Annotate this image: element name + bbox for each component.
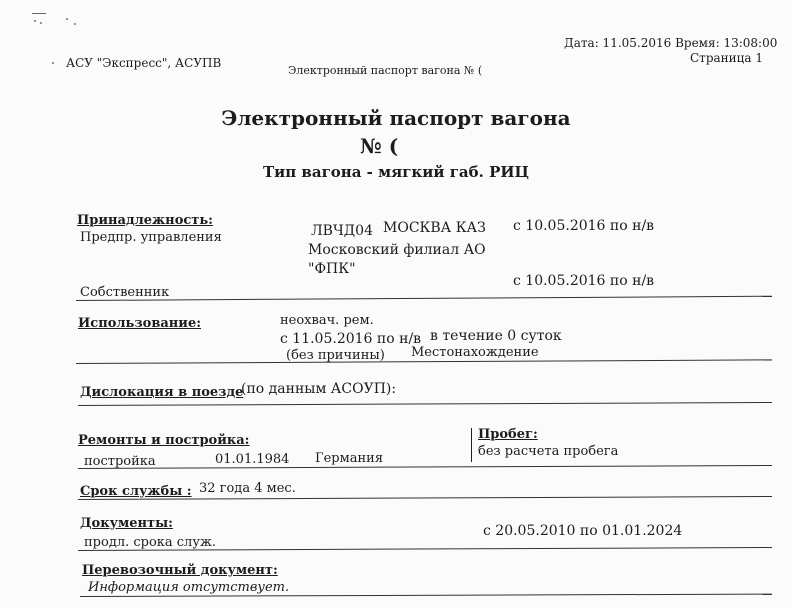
service-life-value: 32 года 4 мес. (199, 481, 296, 496)
header-date-time: Дата: 11.05.2016 Время: 13:08:00 (564, 36, 778, 50)
dislocation-divider (78, 402, 772, 406)
documents-heading: Документы: (80, 516, 173, 531)
usage-reason: (без причины) (286, 348, 385, 363)
ownership-heading: Принадлежность: (77, 213, 213, 228)
usage-period: с 11.05.2016 по н/в (280, 331, 422, 347)
document-number: № ( (360, 134, 399, 158)
documents-label: продл. срока служ. (84, 535, 217, 550)
ownership-depot-place: МОСКВА КАЗ (383, 220, 486, 236)
usage-repair-status: неохвач. рем. (280, 313, 374, 328)
usage-divider (76, 359, 772, 364)
ownership-org-line1: Московский филиал АО (308, 242, 486, 258)
header-system: АСУ "Экспресс", АСУПВ (66, 56, 222, 70)
ownership-divider (76, 296, 772, 301)
transport-doc-heading: Перевозочный документ: (82, 563, 278, 578)
ownership-management-label: Предпр. управления (80, 230, 222, 245)
usage-heading: Использование: (78, 316, 202, 331)
repairs-divider (78, 465, 772, 469)
repairs-heading: Ремонты и постройка: (78, 433, 250, 448)
usage-duration: в течение 0 суток (430, 328, 562, 344)
ownership-depot-code: ЛВЧД04 (311, 223, 373, 239)
ownership-org-line2: "ФПК" (308, 261, 356, 277)
dislocation-heading: Дислокация в поезде (80, 385, 244, 400)
service-life-heading: Срок службы : (80, 484, 192, 499)
header-page-number: Страница 1 (690, 51, 763, 65)
documents-period: с 20.05.2010 по 01.01.2024 (483, 523, 683, 539)
document-title: Электронный паспорт вагона (221, 106, 571, 130)
transport-doc-value: Информация отсутствует. (88, 580, 290, 595)
usage-location-label: Местонахождение (411, 345, 539, 360)
scan-top-mark (32, 13, 46, 14)
ownership-management-period: с 10.05.2016 по н/в (513, 218, 655, 234)
repairs-construction-label: постройка (84, 454, 156, 469)
mileage-separator (471, 428, 472, 462)
ownership-owner-period: с 10.05.2016 по н/в (513, 273, 655, 289)
car-type: Тип вагона - мягкий габ. РИЦ (262, 163, 530, 181)
dislocation-note: (по данным АСОУП): (241, 381, 397, 397)
mileage-heading: Пробег: (478, 427, 538, 442)
header-document-name: Электронный паспорт вагона № ( (288, 64, 483, 77)
repairs-construction-country: Германия (315, 451, 384, 466)
ownership-owner-label: Собственник (80, 285, 170, 300)
mileage-value: без расчета пробега (478, 444, 619, 459)
repairs-construction-date: 01.01.1984 (215, 452, 290, 467)
